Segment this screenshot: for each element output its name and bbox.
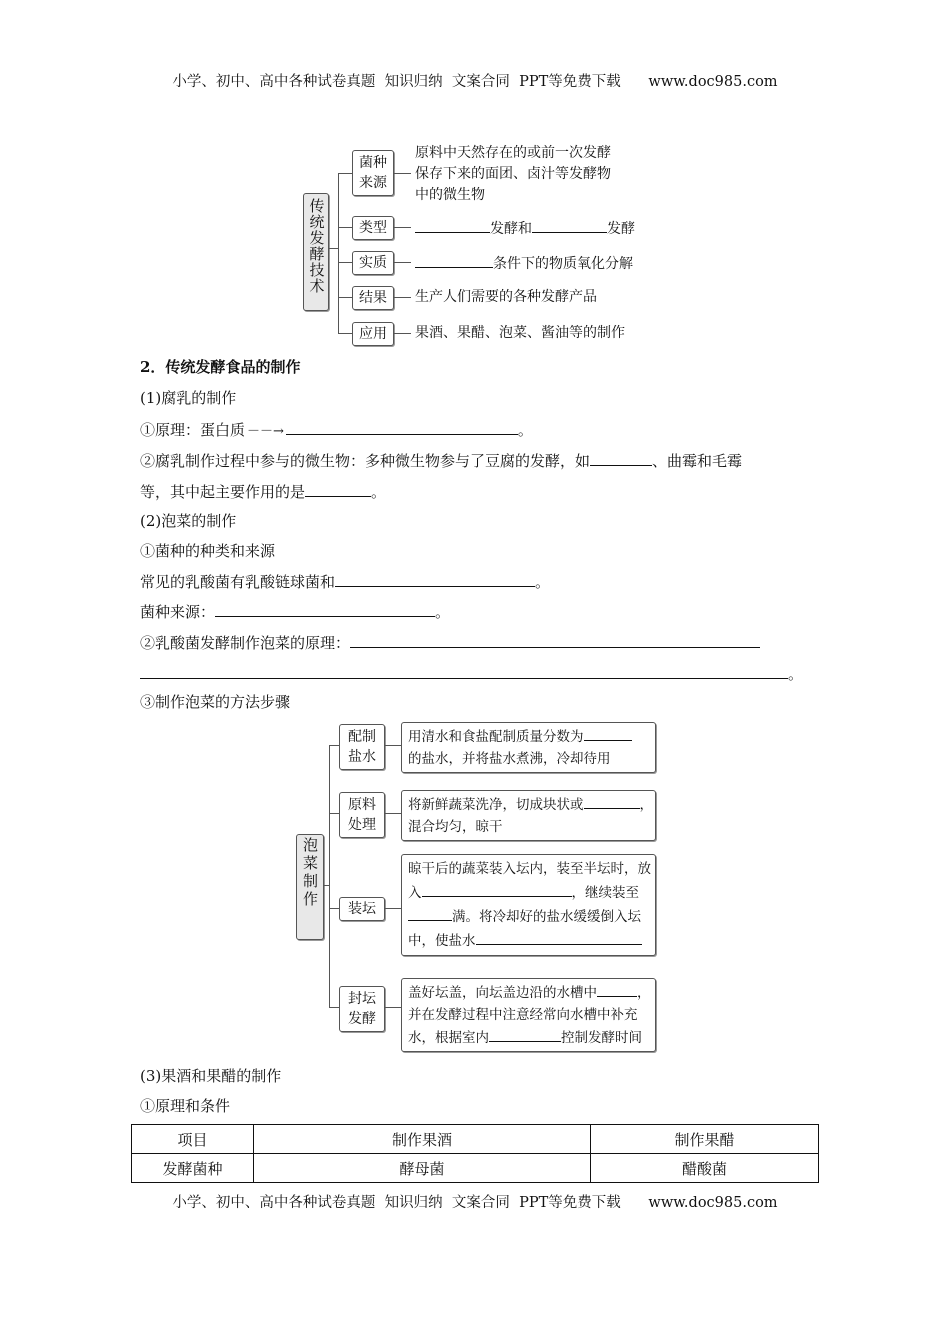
pickle-lactic-end: 。	[535, 573, 551, 591]
sufu-main-end: 。	[371, 483, 387, 501]
tag-brine	[339, 724, 385, 770]
blank-seal-2[interactable]	[489, 1026, 561, 1042]
type-line	[415, 217, 635, 239]
tag-result	[352, 286, 394, 310]
blank-source[interactable]	[215, 601, 435, 617]
sufu-microbes-text2: 、曲霉和毛霉	[652, 452, 743, 470]
subsection-pickle: (2)泡菜的制作	[140, 512, 237, 530]
pickle-principle-end: 。	[788, 665, 804, 683]
sufu-microbes	[140, 450, 742, 471]
section-title: 2．传统发酵食品的制作	[140, 358, 301, 376]
step-material-box	[401, 790, 656, 841]
jar-l1: 晾干后的蔬菜装入坛内，装至半坛时，放	[408, 861, 651, 877]
blank-lactic[interactable]	[335, 571, 535, 587]
sufu-principle-end: 。	[517, 421, 533, 439]
blank-sufu-microbe[interactable]	[590, 450, 652, 466]
type-text-b: 发酵	[607, 221, 635, 237]
application-text: 果酒、果醋、泡菜、酱油等的制作	[415, 325, 625, 341]
brine-l1: 用清水和食盐配制质量分数为	[408, 729, 584, 745]
table-header-vinegar: 制作果醋	[591, 1125, 819, 1154]
tag-type-label: 类型	[359, 220, 387, 236]
blank-principle-2[interactable]	[140, 663, 788, 679]
wine-vinegar-table	[131, 1124, 819, 1183]
subsection-sufu: (1)腐乳的制作	[140, 389, 237, 407]
material-l1b: ，	[639, 797, 653, 813]
tag-application	[352, 322, 394, 346]
wine-principle-heading: ①原理和条件	[140, 1097, 231, 1115]
jar-l2a: 入	[408, 885, 422, 901]
strain-source-line3: 中的微生物	[415, 187, 485, 203]
blank-jar-2[interactable]	[408, 905, 452, 921]
jar-l2b: ，继续装至	[571, 885, 639, 901]
tag-strain-source	[352, 150, 394, 196]
sufu-principle-text: ①原理：蛋白质	[140, 421, 246, 439]
pickle-principle-text: ②乳酸菌发酵制作泡菜的原理：	[140, 634, 351, 652]
page-header: 小学、初中、高中各种试卷真题 知识归纳 文案合同 PPT等免费下载 www.doc985.com	[172, 74, 778, 90]
table-cell-acetic: 醋酸菌	[591, 1154, 819, 1183]
pickle-source-end: 。	[435, 603, 451, 621]
tag-strain-source-label: 菌种来源	[359, 155, 387, 191]
tag-application-label: 应用	[359, 326, 387, 342]
blank-seal-1[interactable]	[597, 981, 637, 997]
subsection-wine: (3)果酒和果醋的制作	[140, 1067, 282, 1085]
table-row	[132, 1154, 819, 1183]
pickle-source	[140, 601, 450, 622]
brine-l2: 的盐水，并将盐水煮沸，冷却待用	[408, 751, 611, 767]
blank-type-1[interactable]	[415, 217, 490, 233]
pickle-principle	[140, 632, 760, 653]
pickle-strain-heading: ①菌种的种类和来源	[140, 542, 276, 560]
diagram2-root	[296, 834, 324, 940]
diagram2-root-label: 泡菜制作	[301, 837, 319, 909]
sufu-microbes-text: ②腐乳制作过程中参与的微生物：多种微生物参与了豆腐的发酵，如	[140, 452, 591, 470]
seal-l1b: ，	[637, 985, 651, 1001]
step-brine-box	[401, 722, 656, 773]
page-footer: 小学、初中、高中各种试卷真题 知识归纳 文案合同 PPT等免费下载 www.doc985.com	[172, 1195, 778, 1211]
strain-source-line1: 原料中天然存在的或前一次发酵	[415, 145, 611, 161]
table-cell-yeast: 酵母菌	[254, 1154, 591, 1183]
essence-line	[415, 252, 633, 274]
blank-jar-3[interactable]	[476, 929, 642, 945]
tag-essence-label: 实质	[359, 255, 387, 271]
tag-type	[352, 216, 394, 240]
tag-material-label: 原料处理	[348, 797, 376, 833]
strain-source-line2: 保存下来的面团、卤汁等发酵物	[415, 166, 611, 182]
pickle-source-text: 菌种来源：	[140, 603, 216, 621]
table-header-item: 项目	[132, 1125, 254, 1154]
result-text: 生产人们需要的各种发酵产品	[415, 289, 597, 305]
material-l2: 混合均匀，晾干	[408, 819, 503, 835]
pickle-lactic	[140, 571, 550, 592]
blank-principle-1[interactable]	[350, 632, 760, 648]
blank-essence[interactable]	[415, 252, 493, 268]
tag-seal-label: 封坛发酵	[348, 991, 376, 1027]
tag-essence	[352, 251, 394, 275]
blank-brine[interactable]	[584, 725, 632, 741]
arrow-icon: －－→	[247, 424, 284, 439]
pickle-principle-cont	[140, 663, 803, 684]
step-jar-box	[401, 854, 656, 956]
seal-l1: 盖好坛盖，向坛盖边沿的水槽中	[408, 985, 597, 1001]
tag-brine-label: 配制盐水	[348, 729, 376, 765]
jar-l4a: 中，使盐水	[408, 933, 476, 949]
sufu-main-text: 等，其中起主要作用的是	[140, 483, 306, 501]
table-cell-strain: 发酵菌种	[132, 1154, 254, 1183]
tag-jar-label: 装坛	[348, 901, 376, 917]
blank-sufu-principle[interactable]	[286, 419, 518, 435]
tag-result-label: 结果	[359, 290, 387, 306]
blank-type-2[interactable]	[532, 217, 607, 233]
blank-material[interactable]	[584, 793, 640, 809]
type-text-a: 发酵和	[490, 221, 532, 237]
seal-l3a: 水，根据室内	[408, 1030, 489, 1046]
seal-l3b: 控制发酵时间	[561, 1030, 642, 1046]
material-l1: 将新鲜蔬菜洗净，切成块状或	[408, 797, 584, 813]
pickle-lactic-text: 常见的乳酸菌有乳酸链球菌和	[140, 573, 336, 591]
tag-seal	[339, 986, 385, 1032]
sufu-main-microbe	[140, 481, 386, 502]
blank-sufu-main[interactable]	[305, 481, 371, 497]
pickle-steps-heading: ③制作泡菜的方法步骤	[140, 693, 291, 711]
jar-l3b: 满。将冷却好的盐水缓缓倒入坛	[452, 909, 641, 925]
sufu-principle	[140, 419, 533, 442]
step-seal-box	[401, 978, 656, 1052]
tag-material	[339, 792, 385, 838]
tag-jar	[339, 897, 385, 921]
table-header-row	[132, 1125, 819, 1154]
table-header-wine: 制作果酒	[254, 1125, 591, 1154]
diagram1-root-label: 传统发酵技术	[307, 198, 326, 294]
essence-text: 条件下的物质氧化分解	[493, 256, 633, 272]
diagram1-root	[303, 193, 329, 311]
blank-jar-1[interactable]	[422, 881, 572, 897]
seal-l2: 并在发酵过程中注意经常向水槽中补充	[408, 1007, 638, 1023]
